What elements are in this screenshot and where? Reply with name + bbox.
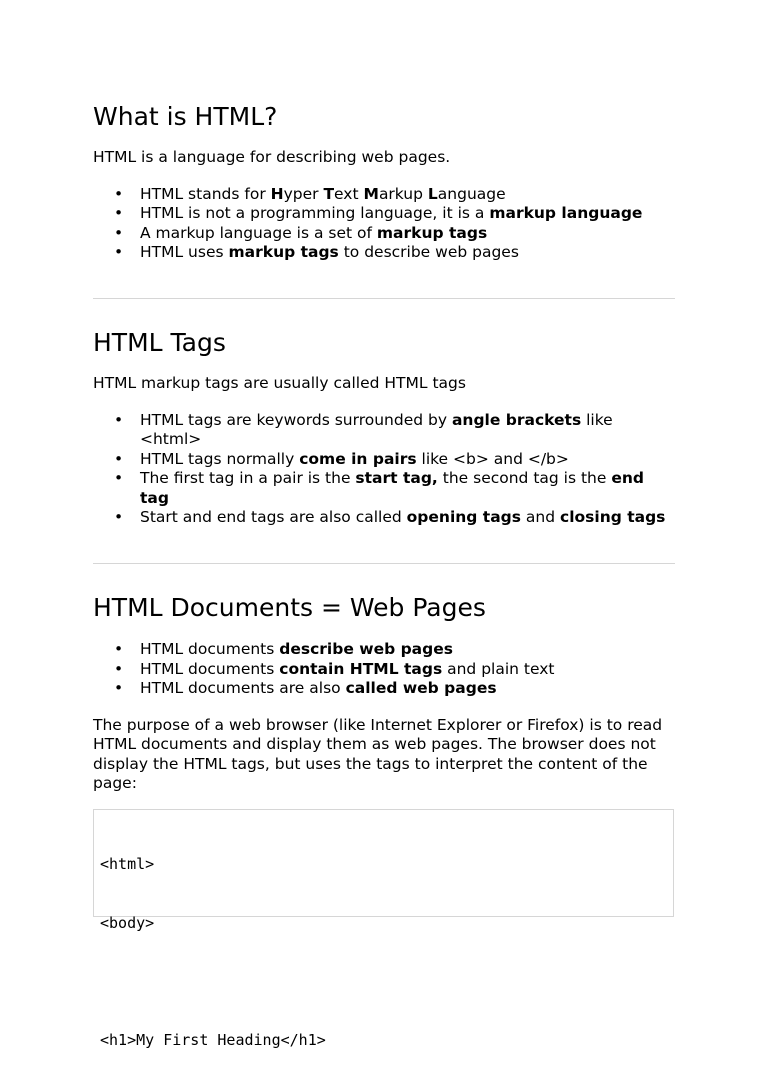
code-line: [100, 972, 667, 992]
list-item-bold-text: markup tags: [376, 223, 488, 242]
bullet-list: [93, 640, 675, 699]
section-intro: HTML is a language for describing web pages.: [93, 148, 451, 166]
list-item-bold-text: angle brackets: [451, 410, 582, 429]
list-item-bold-text: L: [427, 184, 438, 203]
list-item: [93, 185, 675, 205]
section-what-is-html: [93, 102, 675, 263]
list-item-text: HTML tags are keywords surrounded by: [140, 410, 452, 429]
list-item-bold-text: called web pages: [345, 679, 497, 697]
list-item-text: the second tag is the: [437, 469, 612, 487]
code-line: <html>: [100, 855, 155, 873]
list-item-bold-text: markup language: [489, 204, 643, 222]
list-item-text: HTML documents are also: [140, 679, 346, 697]
list-item-text: The first tag in a pair is the: [140, 469, 356, 487]
list-item-bold-text: T: [323, 184, 335, 203]
section-heading: HTML Tags: [93, 328, 226, 357]
list-item-bold-text: start tag,: [355, 469, 438, 487]
list-item-bold-text: markup tags: [228, 243, 339, 261]
list-item-text: and: [520, 508, 560, 526]
list-item-text: like <html>: [140, 410, 613, 448]
bullet-list: [93, 185, 675, 263]
list-item-text: ext: [334, 184, 364, 203]
list-item-text: and plain text: [442, 659, 555, 678]
section-html-tags: [93, 328, 675, 528]
list-item-bold-text: closing tags: [560, 508, 666, 526]
code-line: <h1>My First Heading</h1>: [100, 1030, 326, 1049]
list-item-text: HTML uses: [140, 243, 229, 261]
list-item: [93, 679, 675, 699]
bullet-list: [93, 411, 675, 528]
list-item-text: arkup: [378, 184, 428, 203]
list-item-text: HTML stands for: [140, 184, 271, 203]
list-item-bold-text: opening tags: [406, 508, 521, 526]
list-item-bold-text: end tag: [140, 469, 644, 507]
list-item: [93, 224, 675, 244]
list-item-bold-text: come in pairs: [299, 449, 417, 468]
list-item-bold-text: describe web pages: [279, 640, 453, 658]
section-heading: What is HTML?: [93, 102, 278, 131]
section-paragraph: The purpose of a web browser (like Internet Explorer or Firefox) is to read HTML documents and display them as web pages. The browser does not display the HTML tags, but uses the tags to interpret the content of the page:: [93, 715, 663, 792]
list-item-bold-text: contain HTML tags: [279, 659, 443, 678]
list-item-text: HTML tags normally: [140, 449, 300, 468]
section-intro: HTML markup tags are usually called HTML tags: [93, 374, 466, 392]
list-item-bold-text: M: [363, 184, 379, 203]
list-item: [93, 204, 675, 224]
list-item: [93, 508, 675, 528]
code-line: <body>: [100, 913, 155, 932]
list-item-text: HTML is not a programming language, it is a: [140, 204, 490, 222]
section-html-documents: [93, 593, 675, 794]
list-item: [93, 411, 675, 450]
list-item-text: HTML documents: [140, 640, 280, 658]
list-item-text: A markup language is a set of: [140, 223, 377, 242]
list-item: [93, 243, 675, 263]
list-item-text: to describe web pages: [338, 243, 519, 261]
list-item: [93, 450, 675, 470]
divider: [93, 563, 675, 564]
list-item-text: Start and end tags are also called: [140, 508, 407, 526]
code-example-box: [93, 809, 674, 1049]
divider: [93, 298, 675, 299]
list-item-text: anguage: [437, 184, 506, 203]
list-item-text: yper: [283, 184, 324, 203]
list-item: [93, 640, 675, 660]
list-item: [93, 660, 675, 680]
list-item-text: HTML documents: [140, 659, 280, 678]
list-item: [93, 469, 675, 508]
list-item-text: like <b> and </b>: [416, 449, 569, 468]
section-heading: HTML Documents = Web Pages: [93, 593, 486, 622]
list-item-bold-text: H: [270, 184, 284, 203]
